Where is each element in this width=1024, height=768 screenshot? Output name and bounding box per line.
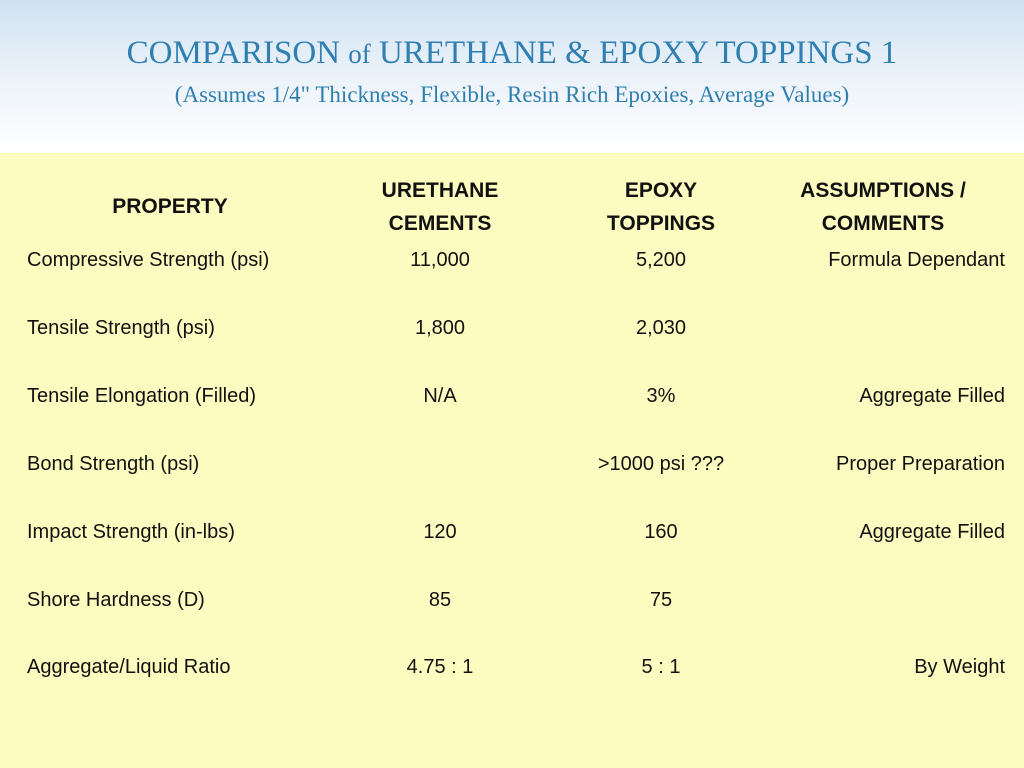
title-main: COMPARISON	[126, 35, 341, 71]
row-property: Tensile Elongation (Filled)	[27, 385, 257, 407]
row-urethane-value: 1,800	[414, 317, 466, 339]
row-urethane-value: 85	[428, 589, 452, 611]
page-subtitle: (Assumes 1/4" Thickness, Flexible, Resin Rich Epoxies, Average Values)	[174, 82, 850, 107]
row-comment: Proper Preparation	[836, 453, 1005, 475]
row-epoxy-value: 160	[644, 521, 678, 543]
row-comment: Aggregate Filled	[859, 521, 1005, 543]
header-epoxy-line2: TOPPINGS	[606, 212, 716, 235]
row-epoxy-value: 5 : 1	[641, 656, 681, 678]
header-urethane-line1: URETHANE	[381, 179, 499, 202]
row-property: Tensile Strength (psi)	[27, 317, 215, 339]
title-of: of	[348, 39, 371, 69]
row-urethane-value: 4.75 : 1	[406, 656, 474, 678]
header-epoxy-line1: EPOXY	[624, 179, 698, 202]
header-comments	[753, 174, 1013, 240]
row-epoxy-value: 2,030	[635, 317, 687, 339]
row-urethane-value: N/A	[423, 385, 457, 407]
row-comment: By Weight	[914, 656, 1005, 678]
row-urethane-value: 11,000	[410, 249, 470, 271]
header-urethane-line2: CEMENTS	[388, 212, 492, 235]
row-epoxy-value: 5,200	[635, 249, 687, 271]
header-comments-line2: COMMENTS	[821, 212, 945, 235]
row-property: Shore Hardness (D)	[27, 589, 205, 611]
row-comment: Formula Dependant	[828, 249, 1005, 271]
row-property: Compressive Strength (psi)	[27, 249, 270, 271]
title-banner	[0, 0, 1024, 153]
row-urethane-value: 120	[423, 521, 457, 543]
title-rest: URETHANE & EPOXY TOPPINGS 1	[379, 35, 898, 71]
row-property: Impact Strength (in-lbs)	[27, 521, 235, 543]
row-epoxy-value: 3%	[646, 385, 676, 407]
header-property: PROPERTY	[112, 195, 228, 218]
row-property: Bond Strength (psi)	[27, 453, 200, 475]
header-comments-line1: ASSUMPTIONS /	[800, 179, 966, 202]
row-epoxy-value: 75	[649, 589, 673, 611]
header-urethane	[340, 174, 540, 240]
page-title	[0, 33, 1024, 74]
row-epoxy-value: >1000 psi ???	[597, 453, 725, 475]
row-comment: Aggregate Filled	[859, 385, 1005, 407]
row-property: Aggregate/Liquid Ratio	[27, 656, 231, 678]
header-epoxy	[561, 174, 761, 240]
